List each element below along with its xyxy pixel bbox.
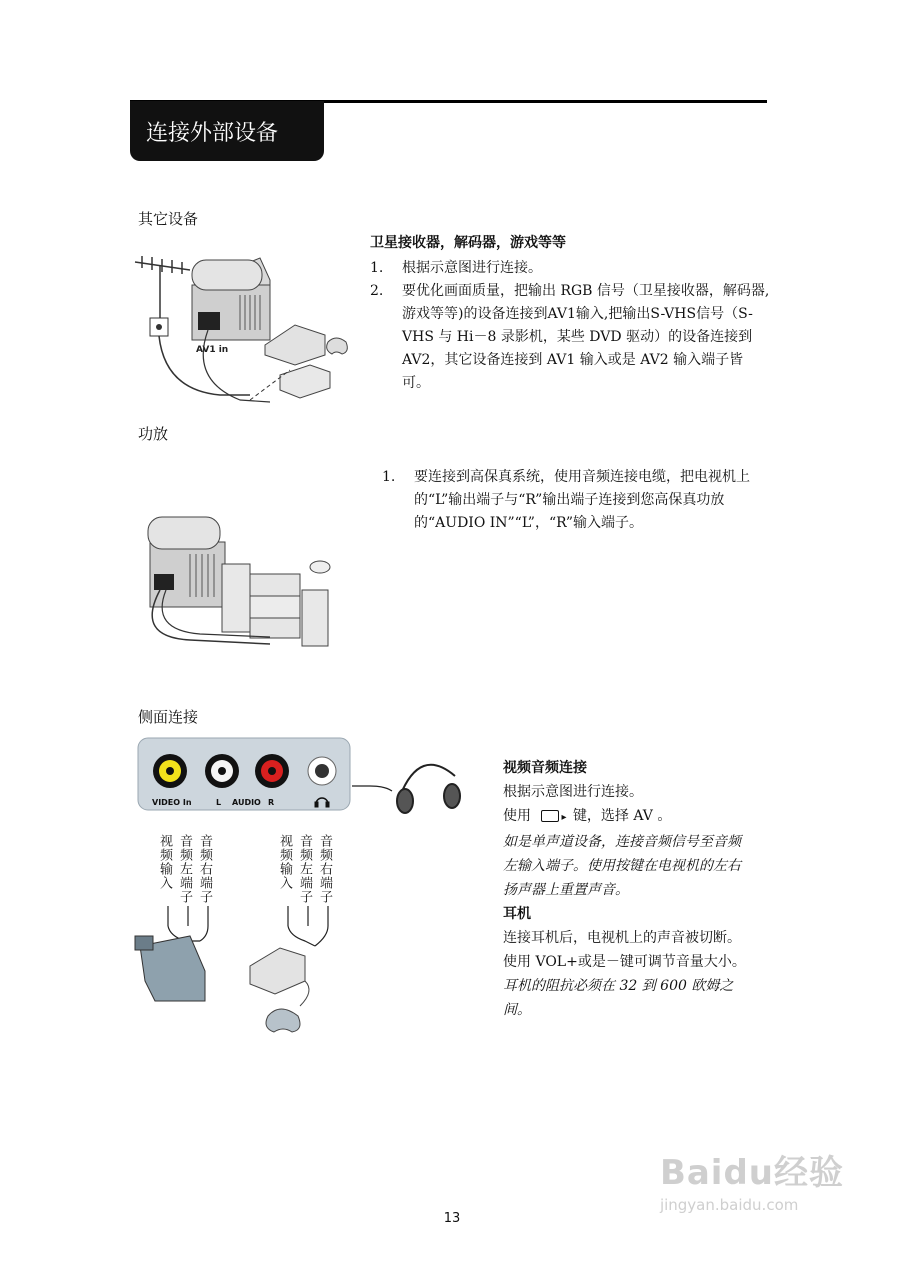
cable-label-audio-right: 音频右端子 xyxy=(317,834,332,904)
hifi-stack-icon xyxy=(250,574,300,638)
decoder-icon xyxy=(280,365,330,398)
av-mono-note: 如是单声道设备，连接音频信号至音频左输入端子。使用按键在电视机的左右扬声器上重置声音。 xyxy=(503,834,741,898)
cable-label-audio-left: 音频左端子 xyxy=(297,834,312,904)
av1-in-label: AV1 in xyxy=(196,345,229,355)
list-item: 2. 要优化画面质量，把输出 RGB 信号（卫星接收器，解码器,游戏等等)的设备连接到AV1输入,把输出S-VHS信号（S-VHS 与 Hi－8 录影机，某些 DVD 驱动）的设备连接到 AV2，其它设备连接到 AV1 输入或是 AV2 输入端子皆可。 xyxy=(370,283,770,391)
l-label: L xyxy=(216,798,222,807)
cable-label-audio-right: 音频右端子 xyxy=(197,834,212,904)
r-label: R xyxy=(268,798,275,807)
game-console-icon xyxy=(250,948,309,1032)
watermark xyxy=(660,1145,844,1214)
av-instruction-2: 使用 ▸ 键，选择 AV 。 xyxy=(503,808,672,824)
headphone-text: 连接耳机后，电视机上的声音被切断。使用 VOL+或是－键可调节音量大小。 xyxy=(503,930,746,970)
page-number: 13 xyxy=(443,1211,461,1226)
subtitle-satellite: 卫星接收器，解码器，游戏等等 xyxy=(370,235,566,251)
video-in-label: VIDEO In xyxy=(152,798,192,807)
antenna-icon xyxy=(135,256,190,320)
satellite-connection-diagram xyxy=(130,250,360,415)
headphone-title: 耳机 xyxy=(503,906,531,922)
watermark-brand: Baidu经验 xyxy=(659,1153,844,1193)
amplifier-connection-diagram xyxy=(130,512,350,662)
speaker-right-icon xyxy=(302,590,328,646)
cable-label-video: 视频输入 xyxy=(157,834,172,890)
tv-icon xyxy=(148,517,225,607)
list-item: 1. 根据示意图进行连接。 xyxy=(370,260,542,276)
game-controller-icon xyxy=(327,338,348,354)
watermark-url: jingyan.baidu.com xyxy=(659,1196,799,1214)
camcorder-icon xyxy=(135,936,205,1001)
av-connection-title: 视频音频连接 xyxy=(503,760,587,776)
source-key-icon xyxy=(541,810,559,822)
speaker-left-icon xyxy=(222,564,250,632)
headphones-icon xyxy=(397,765,460,813)
headphone-impedance-note: 耳机的阻抗必须在 32 到 600 欧姆之间。 xyxy=(503,978,734,1018)
disc-icon xyxy=(310,561,330,573)
page-title: 连接外部设备 xyxy=(130,101,324,161)
cable-label-audio-left: 音频左端子 xyxy=(177,834,192,904)
receiver-icon xyxy=(265,325,325,365)
section-heading-other-devices: 其它设备 xyxy=(138,210,199,228)
av-instruction-1: 根据示意图进行连接。 xyxy=(503,784,643,800)
section-heading-side-connection: 侧面连接 xyxy=(138,708,199,726)
audio-label: AUDIO xyxy=(232,798,261,807)
tv-icon xyxy=(192,258,270,340)
cable-label-video: 视频输入 xyxy=(277,834,292,890)
list-item: 1. 要连接到高保真系统，使用音频连接电缆，把电视机上的“L”输出端子与“R”输出端子连接到您高保真功放的“AUDIO IN”“L”，“R”输入端子。 xyxy=(382,469,750,531)
section-heading-amplifier: 功放 xyxy=(138,425,169,443)
